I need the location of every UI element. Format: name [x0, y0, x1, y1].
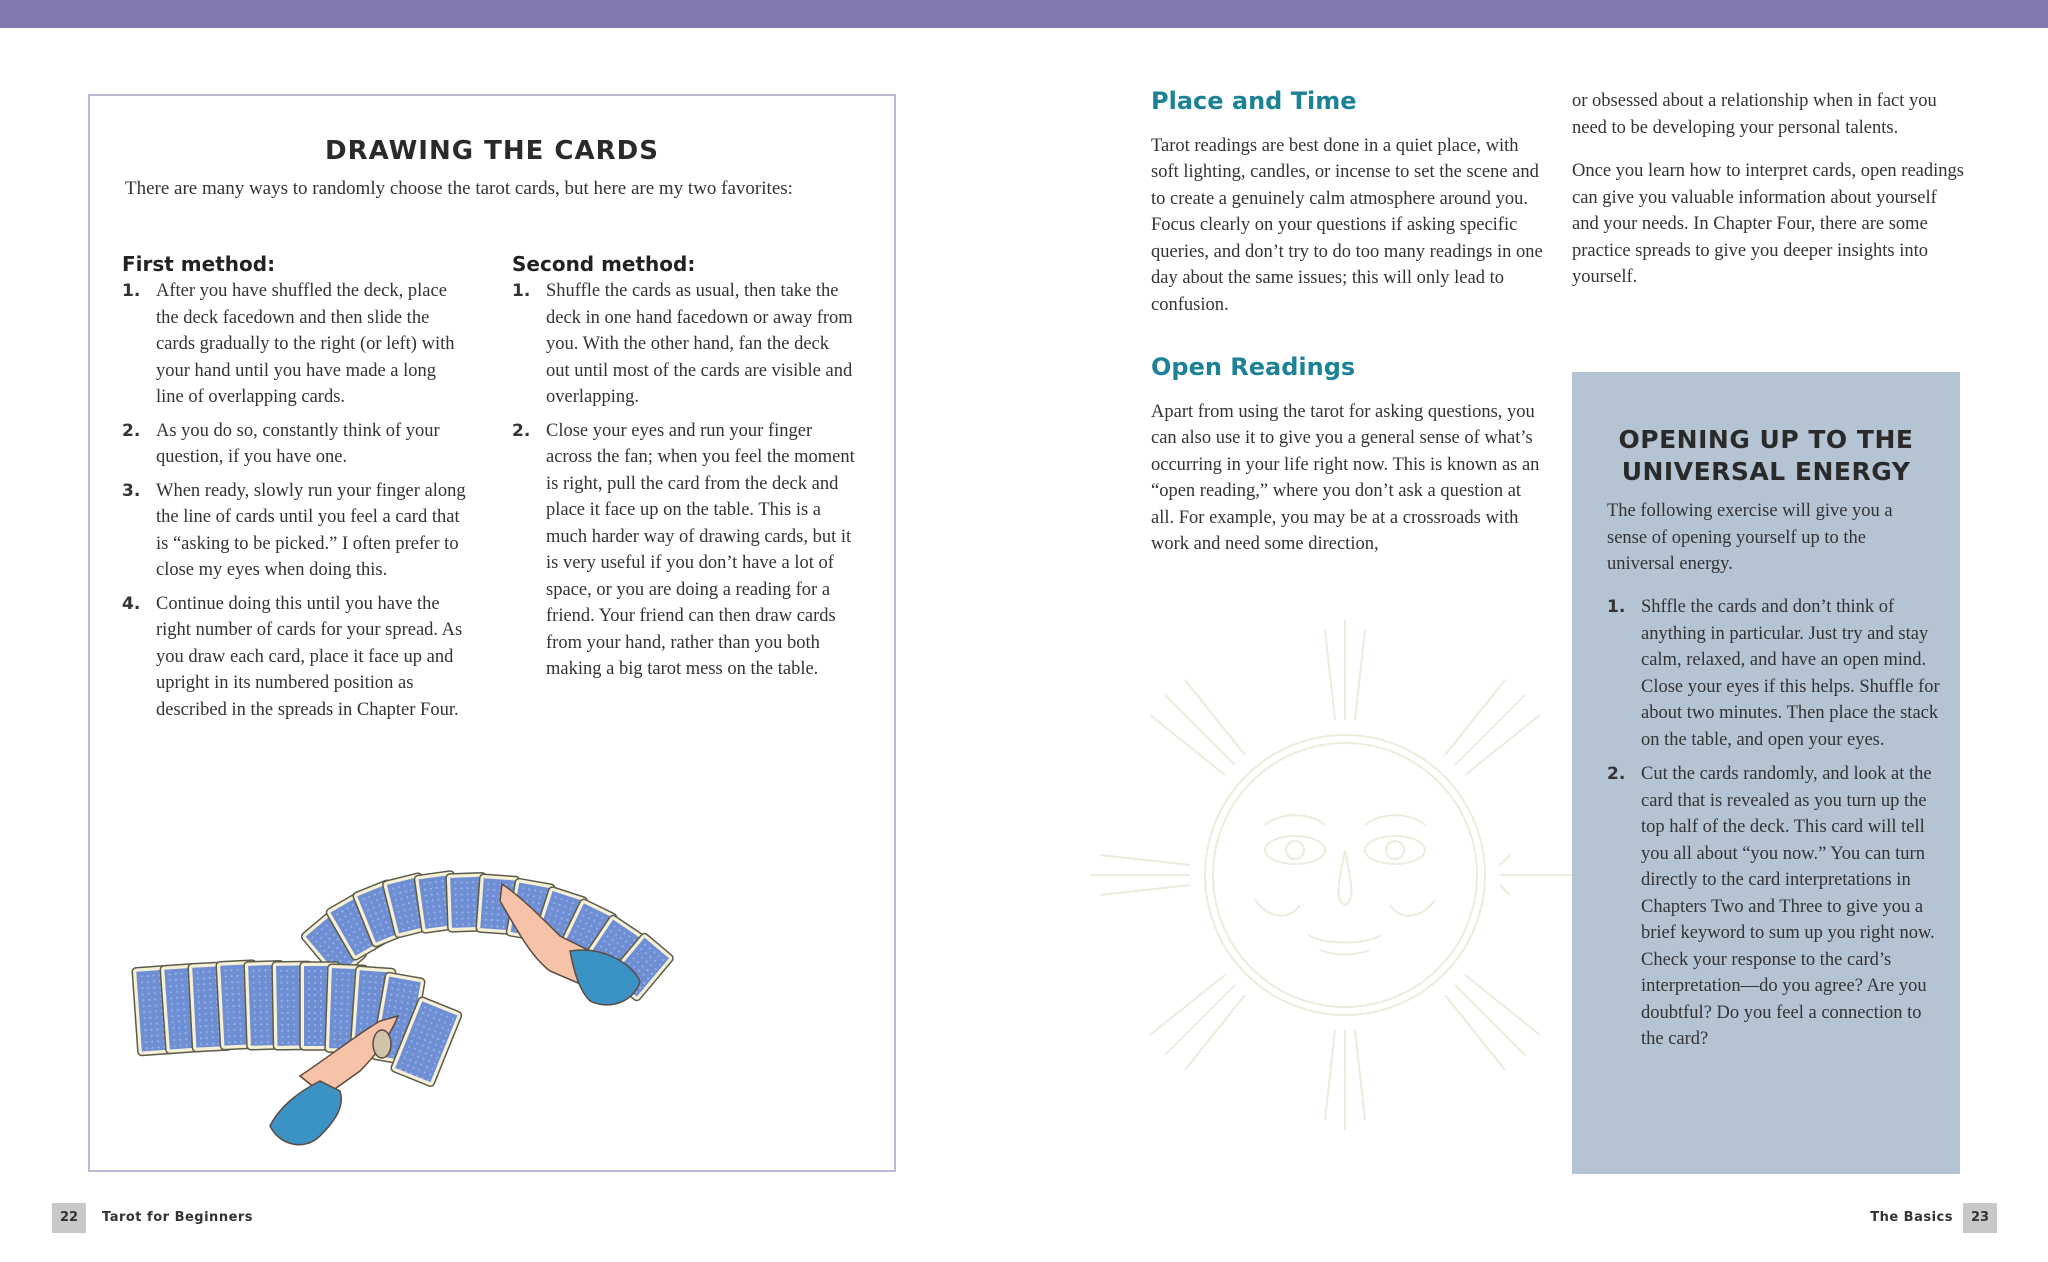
step-number: 3. — [122, 480, 141, 501]
first-method-heading: First method: — [122, 252, 276, 276]
step-number: 1. — [122, 281, 141, 301]
open-readings-heading: Open Readings — [1151, 353, 1356, 381]
right-page-column-2 — [1572, 88, 1964, 308]
energy-title-line-1: OPENING UP TO THE — [1618, 425, 1914, 454]
continued-paragraph: or obsessed about a relationship when in fact you need to be developing your personal talents. — [1572, 91, 1937, 138]
energy-box-title — [1572, 424, 1960, 488]
interpretation-paragraph: Once you learn how to interpret cards, open readings can give you valuable information about yourself and your needs. In Chapter Four, there are some practice spreads to give you deeper insights into yourself. — [1572, 161, 1964, 287]
list-item — [512, 278, 857, 411]
list-item — [512, 418, 857, 683]
place-and-time-text: Tarot readings are best done in a quiet place, with soft lighting, candles, or incense to set the scene and to create a genuinely calm atmosphere around you. Focus clearly on your questions if asking specific queries, and don’t try to do too many readings in one day about the same issues; this will only lead to confusion. — [1151, 135, 1543, 315]
lower-card-line — [132, 960, 463, 1088]
box-title: DRAWING THE CARDS — [325, 136, 659, 166]
box-intro: There are many ways to randomly choose the tarot cards, but here are my two favorites: — [125, 178, 793, 199]
page-number-right: 23 — [1963, 1203, 1997, 1233]
top-color-bar — [0, 0, 2048, 28]
step-number: 1. — [512, 281, 531, 301]
step-text: As you do so, constantly think of your question, if you have one. — [156, 420, 440, 467]
drawing-the-cards-box — [88, 94, 896, 1172]
step-text: Shuffle the cards as usual, then take the deck in one hand facedown or away from you. With the other hand, fan the deck out until most of the cards are visible and overlapping. — [546, 281, 853, 407]
step-text: Cut the cards randomly, and look at the card that is revealed as you turn up the top half of the deck. This card will tell you all about “you now.” You can turn directly to the card interpretations in Chapters Two and Three to give you a brief keyword to sum up you right now. Check your response to the card’s interpretation—do you agree? Are you doubtful? Do you feel a connection to the card? — [1641, 764, 1935, 1049]
first-method-steps — [122, 278, 467, 723]
energy-box-steps — [1607, 594, 1942, 1061]
list-item — [1607, 761, 1942, 1053]
energy-box-intro: The following exercise will give you a sense of opening yourself up to the universal energy. — [1607, 501, 1893, 574]
right-page-column-1 — [1151, 88, 1543, 575]
second-method-steps — [512, 278, 857, 683]
list-item — [122, 591, 467, 724]
step-number: 1. — [1607, 597, 1626, 617]
sun-rays — [1090, 620, 1600, 1130]
step-number: 4. — [122, 593, 141, 614]
step-number: 2. — [1607, 764, 1626, 784]
running-head-right: The Basics — [1870, 1210, 1953, 1225]
list-item — [122, 418, 467, 471]
step-text: Shffle the cards and don’t think of anything in particular. Just try and stay calm, relaxed, and have an open mind. Close your eyes if this helps. Shuffle for about two minutes. Then place the stack on the table, and open your eyes. — [1641, 597, 1940, 750]
list-item — [122, 478, 467, 584]
step-number: 2. — [512, 420, 531, 441]
fanned-cards-illustration — [130, 786, 890, 1166]
running-head-left: Tarot for Beginners — [102, 1210, 254, 1225]
list-item — [122, 278, 467, 411]
step-text: When ready, slowly run your finger along the line of cards until you feel a card that is “asking to be picked.” I often prefer to close my eyes when doing this. — [156, 480, 466, 580]
step-text: Close your eyes and run your finger across the fan; when you feel the moment is right, pull the card from the deck and place it face up on the table. This is a much harder way of drawing cards, but it is very useful if you don’t have a lot of space, or you are doing a reading for a friend. Your friend can then draw cards from your hand, rather than you both making a big tarot mess on the table. — [546, 420, 855, 679]
step-text: After you have shuffled the deck, place the deck facedown and then slide the cards gradually to the right (or left) with your hand until you have made a long line of overlapping cards. — [156, 281, 455, 407]
open-readings-text: Apart from using the tarot for asking questions, you can also use it to give you a general sense of what’s occurring in your life right now. This is known as an “open reading,” where you don’t ask a question at all. For example, you may be at a crossroads with work and need some direction, — [1151, 401, 1540, 554]
list-item — [1607, 594, 1942, 753]
step-number: 2. — [122, 420, 141, 441]
page-number-left: 22 — [52, 1203, 86, 1233]
place-and-time-heading: Place and Time — [1151, 87, 1357, 115]
second-method — [512, 252, 857, 690]
universal-energy-box — [1572, 372, 1960, 1174]
step-text: Continue doing this until you have the right number of cards for your spread. As you draw each card, place it face up and upright in its numbered position as described in the spreads in Chapter Four. — [156, 593, 463, 720]
sun-face — [1255, 815, 1435, 954]
first-method — [122, 252, 467, 730]
second-method-heading: Second method: — [512, 252, 696, 276]
energy-title-line-2: UNIVERSAL ENERGY — [1621, 457, 1911, 486]
sun-watermark-illustration — [1080, 600, 1610, 1160]
